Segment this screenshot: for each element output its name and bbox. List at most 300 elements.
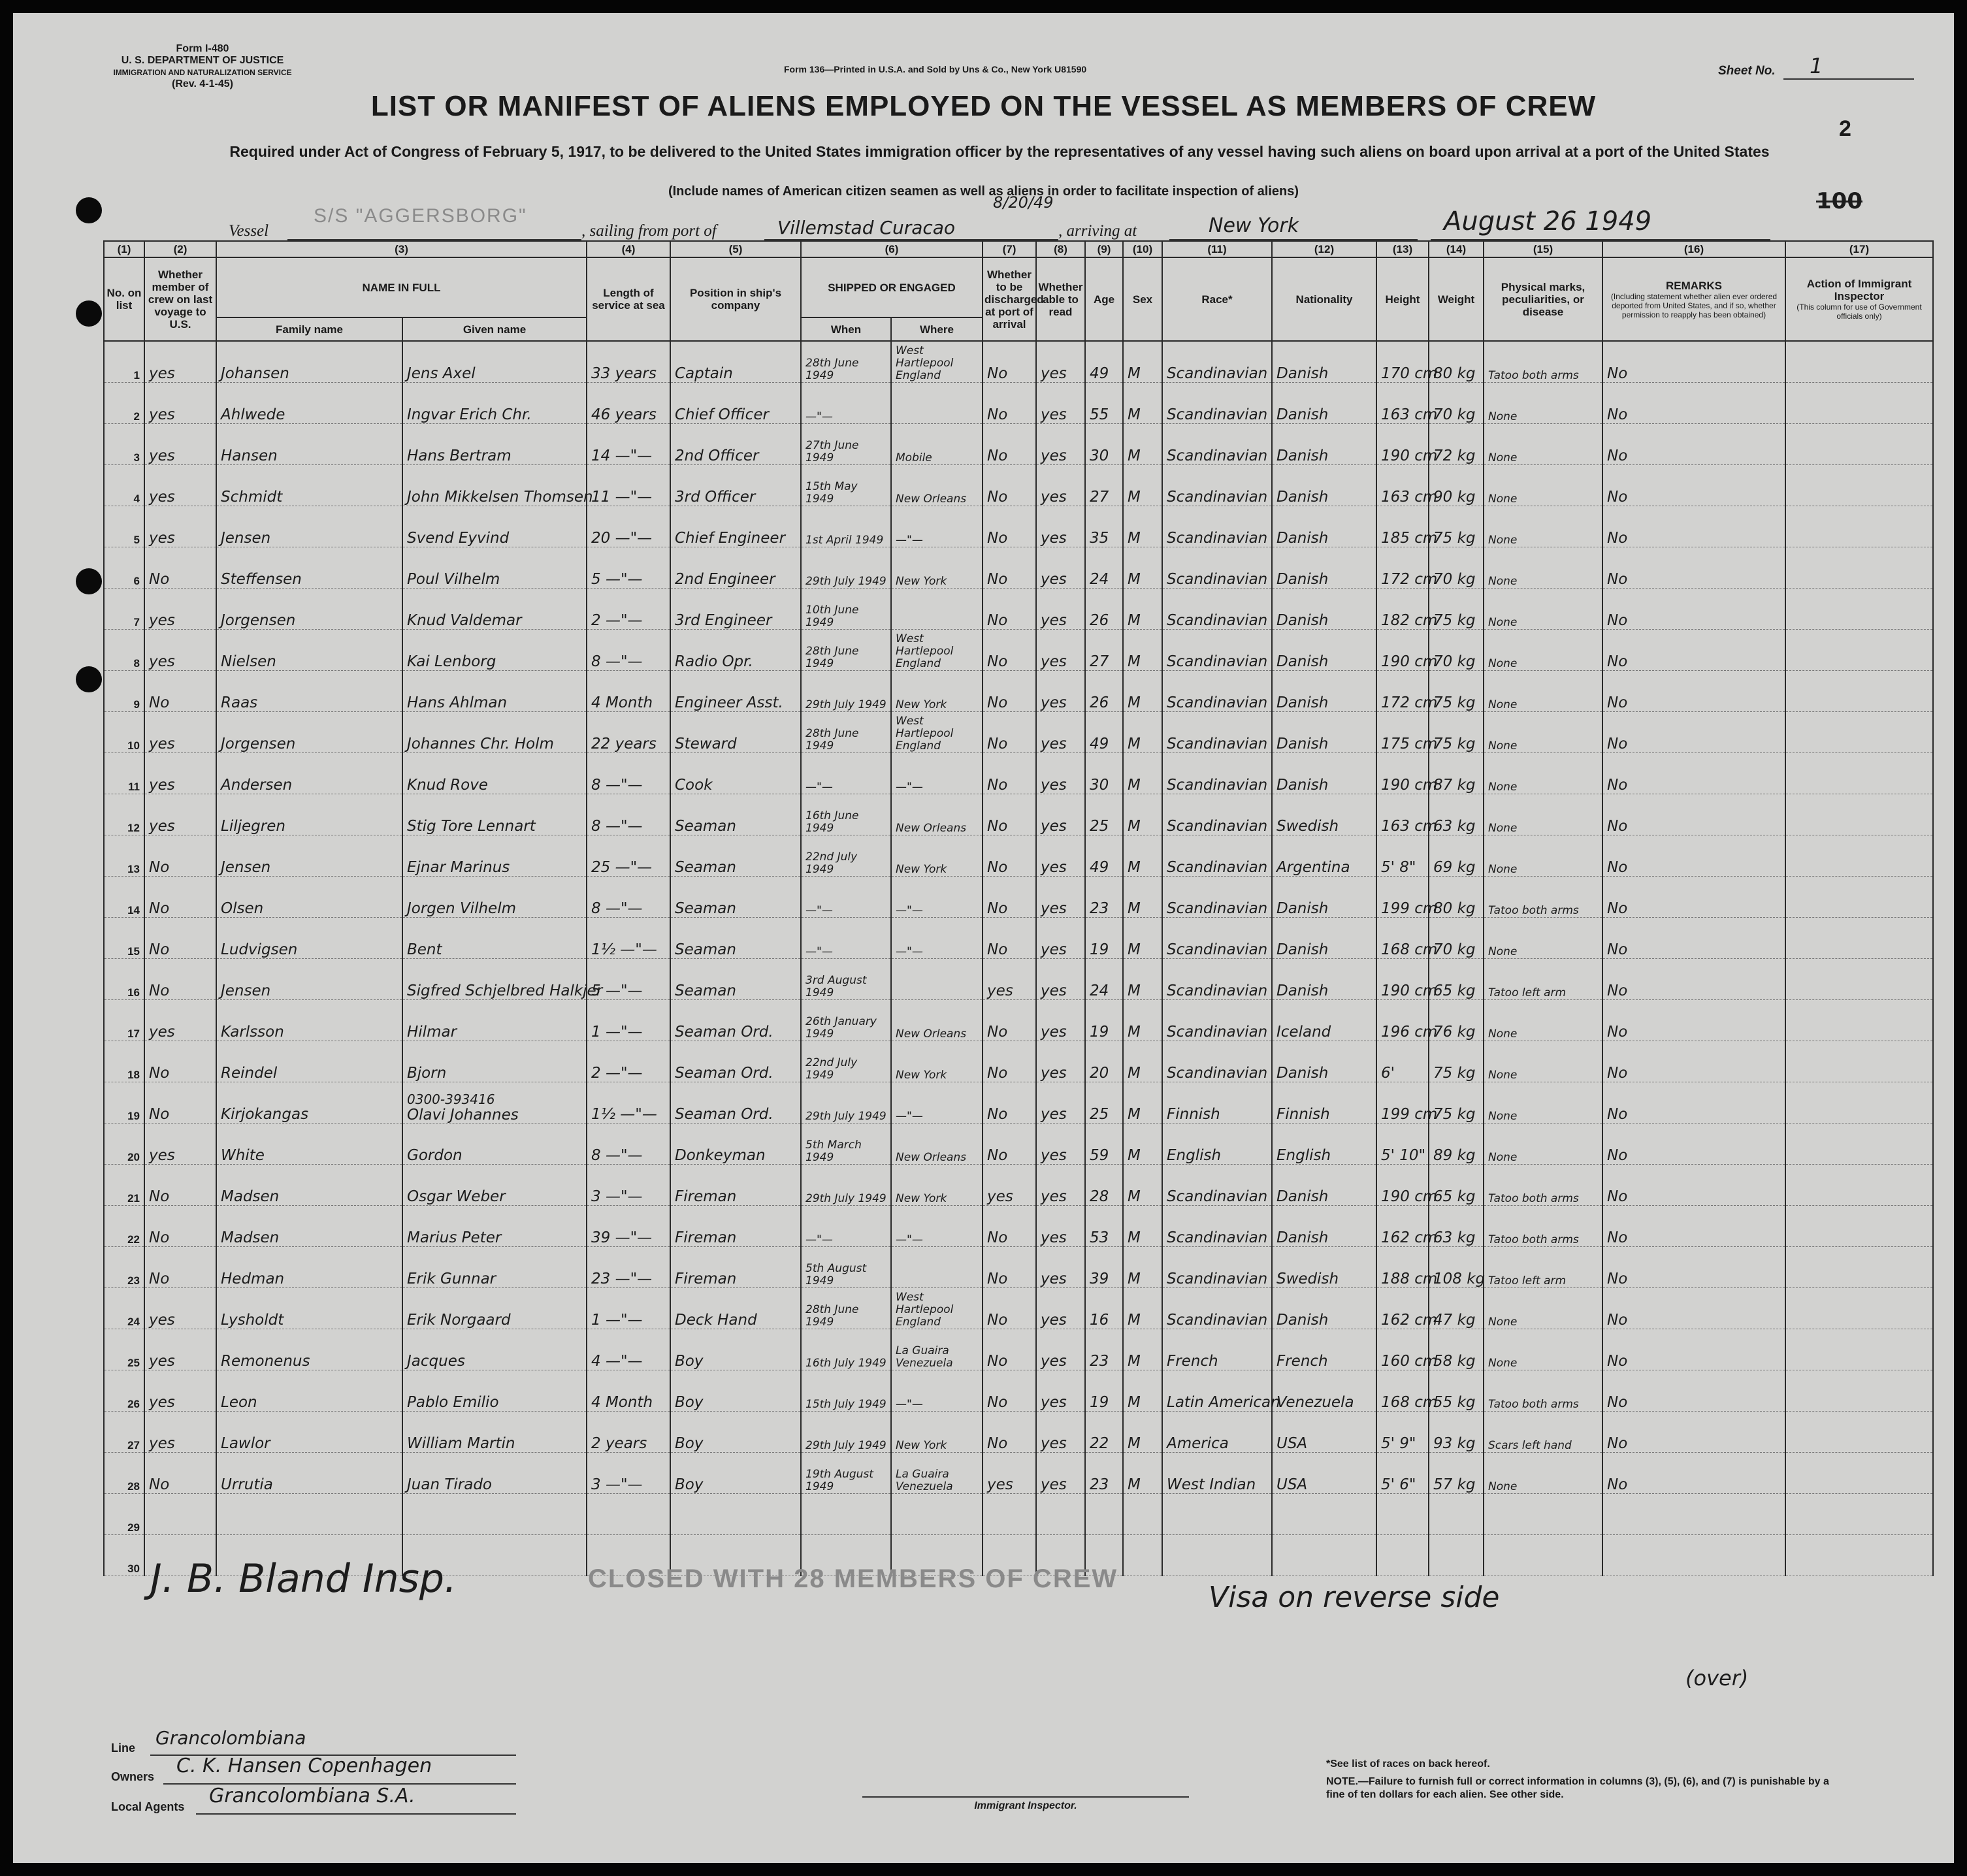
- punch-hole: [76, 666, 102, 692]
- last-voyage-cell: No: [144, 1165, 216, 1206]
- family-name-cell: Ahlwede: [216, 383, 402, 424]
- height-cell: 5' 10": [1376, 1124, 1429, 1165]
- weight-cell: 75 kg: [1429, 671, 1484, 712]
- row-number-cell: 20: [104, 1124, 144, 1165]
- inspector-action-cell: [1785, 1000, 1933, 1041]
- discharge-cell: No: [983, 835, 1036, 877]
- row-number-cell: 5: [104, 506, 144, 547]
- nationality-cell: Swedish: [1272, 794, 1376, 835]
- row-number-cell: 10: [104, 712, 144, 753]
- family-name-cell: Remonenus: [216, 1329, 402, 1370]
- vessel-label: Vessel: [229, 222, 269, 240]
- last-voyage-cell: yes: [144, 506, 216, 547]
- nationality-cell: Danish: [1272, 589, 1376, 630]
- position-cell: Boy: [670, 1370, 801, 1412]
- shipped-where-cell: West Hartlepool England: [891, 1288, 983, 1329]
- physical-marks-cell: None: [1484, 589, 1602, 630]
- race-cell: Scandinavian: [1162, 465, 1272, 506]
- age-cell: 22: [1085, 1412, 1123, 1453]
- race-cell: Scandinavian: [1162, 918, 1272, 959]
- row-number-cell: 25: [104, 1329, 144, 1370]
- discharge-cell: yes: [983, 1453, 1036, 1494]
- shipped-where-cell: [891, 959, 983, 1000]
- table-row: [104, 671, 1933, 712]
- family-name-cell: Olsen: [216, 877, 402, 918]
- weight-cell: 70 kg: [1429, 918, 1484, 959]
- position-cell: Radio Opr.: [670, 630, 801, 671]
- row-number-cell: 8: [104, 630, 144, 671]
- inspector-action-cell: [1785, 1082, 1933, 1124]
- remarks-cell: No: [1602, 794, 1785, 835]
- inspector-action-cell: [1785, 918, 1933, 959]
- discharge-cell: No: [983, 1082, 1036, 1124]
- position-cell: Cook: [670, 753, 801, 794]
- discharge-cell: No: [983, 918, 1036, 959]
- row-number-cell: 18: [104, 1041, 144, 1082]
- race-cell: Scandinavian: [1162, 753, 1272, 794]
- crew-table: [103, 240, 1934, 1576]
- punch-hole: [76, 568, 102, 594]
- given-name-cell: Poul Vilhelm: [402, 547, 587, 589]
- col-num: (16): [1602, 241, 1785, 257]
- shipped-when-cell: 28th June 1949: [801, 341, 891, 383]
- discharge-cell: No: [983, 1124, 1036, 1165]
- remarks-cell: No: [1602, 589, 1785, 630]
- sex-cell: M: [1123, 506, 1162, 547]
- row-number-cell: 27: [104, 1412, 144, 1453]
- family-name-cell: Leon: [216, 1370, 402, 1412]
- sex-cell: M: [1123, 959, 1162, 1000]
- service-length-cell: 4 Month: [587, 1370, 670, 1412]
- row-number-cell: 14: [104, 877, 144, 918]
- race-cell: Scandinavian: [1162, 1000, 1272, 1041]
- sex-cell: M: [1123, 1124, 1162, 1165]
- sex-cell: M: [1123, 547, 1162, 589]
- nationality-cell: Danish: [1272, 712, 1376, 753]
- position-cell: Seaman Ord.: [670, 1000, 801, 1041]
- remarks-cell: No: [1602, 1000, 1785, 1041]
- given-name-cell: Svend Eyvind: [402, 506, 587, 547]
- age-cell: 55: [1085, 383, 1123, 424]
- height-cell: 162 cm: [1376, 1288, 1429, 1329]
- inspector-action-cell: [1785, 1247, 1933, 1288]
- remarks-cell: No: [1602, 1124, 1785, 1165]
- age-cell: 19: [1085, 1000, 1123, 1041]
- service-length-cell: 1 —"—: [587, 1288, 670, 1329]
- family-name-cell: Hedman: [216, 1247, 402, 1288]
- able-read-cell: yes: [1036, 1370, 1085, 1412]
- remarks-cell: No: [1602, 1165, 1785, 1206]
- discharge-cell: No: [983, 1000, 1036, 1041]
- weight-cell: 69 kg: [1429, 835, 1484, 877]
- inspector-action-cell: [1785, 424, 1933, 465]
- shipped-where-cell: —"—: [891, 753, 983, 794]
- nationality-cell: Swedish: [1272, 1247, 1376, 1288]
- family-name-cell: Steffensen: [216, 547, 402, 589]
- last-voyage-cell: yes: [144, 1288, 216, 1329]
- family-name-cell: Madsen: [216, 1165, 402, 1206]
- family-name-cell: Jorgensen: [216, 589, 402, 630]
- table-row: [104, 959, 1933, 1000]
- column-label-row: [104, 257, 1933, 317]
- family-name-cell: Ludvigsen: [216, 918, 402, 959]
- family-name-cell: Lysholdt: [216, 1288, 402, 1329]
- age-cell: 49: [1085, 712, 1123, 753]
- weight-cell: 57 kg: [1429, 1453, 1484, 1494]
- height-cell: 182 cm: [1376, 589, 1429, 630]
- inspector-action-cell: [1785, 671, 1933, 712]
- col-num: (5): [670, 241, 801, 257]
- empty-cell: [1123, 1535, 1162, 1576]
- inspector-action-cell: [1785, 959, 1933, 1000]
- remarks-cell: No: [1602, 877, 1785, 918]
- owners-label: Owners: [111, 1770, 155, 1783]
- family-name-cell: Jensen: [216, 506, 402, 547]
- inspector-action-cell: [1785, 589, 1933, 630]
- sex-cell: M: [1123, 877, 1162, 918]
- height-cell: 172 cm: [1376, 671, 1429, 712]
- service-length-cell: 25 —"—: [587, 835, 670, 877]
- remarks-cell: No: [1602, 671, 1785, 712]
- shipped-where-cell: —"—: [891, 1206, 983, 1247]
- service-length-cell: 2 —"—: [587, 1041, 670, 1082]
- weight-cell: 75 kg: [1429, 1082, 1484, 1124]
- height-cell: 190 cm: [1376, 630, 1429, 671]
- position-cell: Deck Hand: [670, 1288, 801, 1329]
- height-cell: 196 cm: [1376, 1000, 1429, 1041]
- discharge-cell: No: [983, 383, 1036, 424]
- service-length-cell: 1½ —"—: [587, 918, 670, 959]
- header-shipped-engaged: SHIPPED OR ENGAGED: [801, 257, 983, 317]
- sex-cell: M: [1123, 671, 1162, 712]
- physical-marks-cell: Tatoo both arms: [1484, 1370, 1602, 1412]
- row-number-cell: 1: [104, 341, 144, 383]
- able-read-cell: yes: [1036, 589, 1085, 630]
- race-cell: Scandinavian: [1162, 506, 1272, 547]
- shipped-where-cell: New York: [891, 671, 983, 712]
- last-voyage-cell: yes: [144, 341, 216, 383]
- row-number-cell: 7: [104, 589, 144, 630]
- inspector-line: [862, 1796, 1189, 1798]
- inspector-action-cell: [1785, 465, 1933, 506]
- physical-marks-cell: Scars left hand: [1484, 1412, 1602, 1453]
- shipped-where-cell: New York: [891, 1165, 983, 1206]
- position-cell: Fireman: [670, 1206, 801, 1247]
- age-cell: 25: [1085, 794, 1123, 835]
- family-name-cell: Jorgensen: [216, 712, 402, 753]
- col-num: (12): [1272, 241, 1376, 257]
- height-cell: 163 cm: [1376, 794, 1429, 835]
- shipped-where-cell: New York: [891, 1041, 983, 1082]
- empty-cell: [1162, 1535, 1272, 1576]
- race-cell: Scandinavian: [1162, 712, 1272, 753]
- service-length-cell: 2 years: [587, 1412, 670, 1453]
- line-value: Grancolombiana: [155, 1727, 306, 1749]
- nationality-cell: Iceland: [1272, 1000, 1376, 1041]
- table-row: [104, 835, 1933, 877]
- service-length-cell: 3 —"—: [587, 1453, 670, 1494]
- able-read-cell: yes: [1036, 424, 1085, 465]
- crossed-number: 100: [1816, 188, 1862, 214]
- age-cell: 39: [1085, 1247, 1123, 1288]
- shipped-when-cell: 29th July 1949: [801, 547, 891, 589]
- race-cell: Scandinavian: [1162, 589, 1272, 630]
- weight-cell: 65 kg: [1429, 1165, 1484, 1206]
- discharge-cell: No: [983, 1288, 1036, 1329]
- remarks-subnote: (Including statement whether alien ever ordered deported from United States, and if so, whether permission to reapply has been obtained): [1610, 291, 1778, 319]
- race-cell: Finnish: [1162, 1082, 1272, 1124]
- given-name-cell: Juan Tirado: [402, 1453, 587, 1494]
- nationality-cell: Danish: [1272, 1206, 1376, 1247]
- row-number-cell: 28: [104, 1453, 144, 1494]
- nationality-cell: Danish: [1272, 383, 1376, 424]
- age-cell: 23: [1085, 1329, 1123, 1370]
- remarks-cell: No: [1602, 1453, 1785, 1494]
- remarks-cell: No: [1602, 1329, 1785, 1370]
- row-number-cell: 23: [104, 1247, 144, 1288]
- nationality-cell: French: [1272, 1329, 1376, 1370]
- row-number-cell: 12: [104, 794, 144, 835]
- position-cell: Fireman: [670, 1247, 801, 1288]
- given-name-cell: Hans Ahlman: [402, 671, 587, 712]
- age-cell: 25: [1085, 1082, 1123, 1124]
- nationality-cell: Danish: [1272, 547, 1376, 589]
- service-length-cell: 1½ —"—: [587, 1082, 670, 1124]
- row-number-cell: 21: [104, 1165, 144, 1206]
- family-name-cell: Schmidt: [216, 465, 402, 506]
- remarks-cell: No: [1602, 1412, 1785, 1453]
- shipped-when-cell: 29th July 1949: [801, 671, 891, 712]
- inspector-action-cell: [1785, 547, 1933, 589]
- crew-table-body: [104, 341, 1933, 1576]
- service-length-cell: 20 —"—: [587, 506, 670, 547]
- family-name-cell: Jensen: [216, 959, 402, 1000]
- given-name-cell: Ejnar Marinus: [402, 835, 587, 877]
- height-cell: 168 cm: [1376, 918, 1429, 959]
- age-cell: 27: [1085, 465, 1123, 506]
- race-cell: Scandinavian: [1162, 1165, 1272, 1206]
- family-name-cell: Kirjokangas: [216, 1082, 402, 1124]
- table-row: [104, 1082, 1933, 1124]
- given-name-cell: Jens Axel: [402, 341, 587, 383]
- physical-marks-cell: None: [1484, 753, 1602, 794]
- race-cell: Scandinavian: [1162, 835, 1272, 877]
- age-cell: 53: [1085, 1206, 1123, 1247]
- family-name-cell: Liljegren: [216, 794, 402, 835]
- col-num: (13): [1376, 241, 1429, 257]
- col-num: (2): [144, 241, 216, 257]
- shipped-where-cell: Mobile: [891, 424, 983, 465]
- position-cell: Captain: [670, 341, 801, 383]
- col-num: (8): [1036, 241, 1085, 257]
- height-cell: 190 cm: [1376, 1165, 1429, 1206]
- instruction-note: (Include names of American citizen seamen as well as aliens in order to facilitate inspection of aliens): [668, 184, 1299, 199]
- height-cell: 5' 9": [1376, 1412, 1429, 1453]
- discharge-cell: No: [983, 1206, 1036, 1247]
- col-num: (1): [104, 241, 144, 257]
- service-length-cell: 3 —"—: [587, 1165, 670, 1206]
- weight-cell: 58 kg: [1429, 1329, 1484, 1370]
- position-cell: Seaman: [670, 918, 801, 959]
- able-read-cell: yes: [1036, 1329, 1085, 1370]
- remarks-cell: No: [1602, 835, 1785, 877]
- last-voyage-cell: No: [144, 959, 216, 1000]
- family-name-cell: Karlsson: [216, 1000, 402, 1041]
- given-name-cell: Erik Gunnar: [402, 1247, 587, 1288]
- given-name-text: Olavi Johannes: [407, 1107, 519, 1124]
- col-num: (15): [1484, 241, 1602, 257]
- shipped-where-cell: —"—: [891, 877, 983, 918]
- shipped-when-cell: 16th July 1949: [801, 1329, 891, 1370]
- family-name-cell: Lawlor: [216, 1412, 402, 1453]
- discharge-cell: No: [983, 1329, 1036, 1370]
- service-length-cell: 14 —"—: [587, 424, 670, 465]
- inspector-action-cell: [1785, 1412, 1933, 1453]
- height-cell: 163 cm: [1376, 465, 1429, 506]
- given-name-cell: Knud Valdemar: [402, 589, 587, 630]
- nationality-cell: Danish: [1272, 877, 1376, 918]
- race-cell: Scandinavian: [1162, 630, 1272, 671]
- shipped-where-cell: New Orleans: [891, 794, 983, 835]
- given-name-cell: John Mikkelsen Thomsen: [402, 465, 587, 506]
- weight-cell: 72 kg: [1429, 424, 1484, 465]
- nationality-cell: Danish: [1272, 424, 1376, 465]
- sex-cell: M: [1123, 712, 1162, 753]
- inspector-label: Immigrant Inspector.: [974, 1800, 1077, 1811]
- given-name-cell: Sigfred Schjelbred Halkjer: [402, 959, 587, 1000]
- position-cell: Steward: [670, 712, 801, 753]
- empty-cell: [1484, 1535, 1602, 1576]
- race-cell: Scandinavian: [1162, 547, 1272, 589]
- physical-marks-cell: None: [1484, 918, 1602, 959]
- sheet-no-line: [1783, 78, 1914, 80]
- header-name-in-full: NAME IN FULL: [216, 257, 587, 317]
- weight-cell: 80 kg: [1429, 877, 1484, 918]
- position-cell: Chief Engineer: [670, 506, 801, 547]
- shipped-where-cell: [891, 589, 983, 630]
- service-length-cell: 8 —"—: [587, 877, 670, 918]
- weight-cell: 90 kg: [1429, 465, 1484, 506]
- position-cell: Boy: [670, 1453, 801, 1494]
- printer-note: Form 136—Printed in U.S.A. and Sold by Uns & Co., New York U81590: [784, 64, 1087, 74]
- empty-cell: [1785, 1494, 1933, 1535]
- race-cell: Scandinavian: [1162, 383, 1272, 424]
- header-given-name: Given name: [402, 317, 587, 341]
- nationality-cell: Danish: [1272, 341, 1376, 383]
- nationality-cell: Danish: [1272, 1288, 1376, 1329]
- height-cell: 185 cm: [1376, 506, 1429, 547]
- empty-cell: [1785, 1535, 1933, 1576]
- inspector-action-cell: [1785, 1288, 1933, 1329]
- last-voyage-cell: yes: [144, 630, 216, 671]
- given-name-cell: Kai Lenborg: [402, 630, 587, 671]
- given-name-cell: Johannes Chr. Holm: [402, 712, 587, 753]
- owners-value: C. K. Hansen Copenhagen: [176, 1755, 432, 1777]
- position-cell: 3rd Officer: [670, 465, 801, 506]
- row-number-cell: 16: [104, 959, 144, 1000]
- empty-cell: [1602, 1535, 1785, 1576]
- given-name-cell: Gordon: [402, 1124, 587, 1165]
- sheet-number: 1: [1810, 54, 1823, 78]
- sex-cell: M: [1123, 1453, 1162, 1494]
- col-num: (17): [1785, 241, 1933, 257]
- page-mark: 2: [1839, 116, 1851, 141]
- shipped-when-cell: 28th June 1949: [801, 630, 891, 671]
- table-row: [104, 589, 1933, 630]
- inspector-title: Action of Immigrant Inspector: [1806, 278, 1912, 302]
- act-subtitle: Required under Act of Congress of February 5, 1917, to be delivered to the United States immigration officer by the representatives of any vessel having such aliens on board upon arrival at a port of the United States: [229, 143, 1770, 160]
- inspector-action-cell: [1785, 506, 1933, 547]
- punch-hole: [76, 197, 102, 223]
- sex-cell: M: [1123, 1370, 1162, 1412]
- shipped-when-cell: 5th August 1949: [801, 1247, 891, 1288]
- shipped-when-cell: —"—: [801, 753, 891, 794]
- race-cell: Scandinavian: [1162, 341, 1272, 383]
- shipped-when-cell: 29th July 1949: [801, 1412, 891, 1453]
- table-row: [104, 1247, 1933, 1288]
- header-position: Position in ship's company: [670, 257, 801, 341]
- last-voyage-cell: No: [144, 547, 216, 589]
- table-row: [104, 630, 1933, 671]
- shipped-when-cell: 15th May 1949: [801, 465, 891, 506]
- service-length-cell: 4 —"—: [587, 1329, 670, 1370]
- able-read-cell: yes: [1036, 465, 1085, 506]
- able-read-cell: yes: [1036, 918, 1085, 959]
- age-cell: 30: [1085, 424, 1123, 465]
- nationality-cell: English: [1272, 1124, 1376, 1165]
- given-name-cell: William Martin: [402, 1412, 587, 1453]
- physical-marks-cell: None: [1484, 1453, 1602, 1494]
- table-row: [104, 1370, 1933, 1412]
- weight-cell: 75 kg: [1429, 1041, 1484, 1082]
- position-cell: 3rd Engineer: [670, 589, 801, 630]
- age-cell: 26: [1085, 589, 1123, 630]
- discharge-cell: No: [983, 877, 1036, 918]
- remarks-cell: No: [1602, 1206, 1785, 1247]
- height-cell: 160 cm: [1376, 1329, 1429, 1370]
- shipped-when-cell: 26th January 1949: [801, 1000, 891, 1041]
- table-row: [104, 424, 1933, 465]
- age-cell: 16: [1085, 1288, 1123, 1329]
- nationality-cell: Danish: [1272, 1165, 1376, 1206]
- height-cell: 190 cm: [1376, 959, 1429, 1000]
- given-name-cell: Jacques: [402, 1329, 587, 1370]
- table-row: [104, 1124, 1933, 1165]
- discharge-cell: No: [983, 589, 1036, 630]
- arriving-label: , arriving at: [1058, 222, 1137, 240]
- shipped-where-cell: New Orleans: [891, 1000, 983, 1041]
- nationality-cell: Danish: [1272, 1041, 1376, 1082]
- empty-cell: [402, 1494, 587, 1535]
- visa-note: Visa on reverse side: [1209, 1581, 1500, 1614]
- header-able-read: Whether able to read: [1036, 257, 1085, 341]
- nationality-cell: Danish: [1272, 465, 1376, 506]
- shipped-when-cell: —"—: [801, 918, 891, 959]
- empty-cell: [1272, 1494, 1376, 1535]
- vessel-name: S/S "AGGERSBORG": [314, 205, 527, 227]
- sex-cell: M: [1123, 1412, 1162, 1453]
- physical-marks-cell: Tatoo left arm: [1484, 959, 1602, 1000]
- table-row: [104, 1453, 1933, 1494]
- sex-cell: M: [1123, 1329, 1162, 1370]
- service-length-cell: 8 —"—: [587, 753, 670, 794]
- remarks-cell: No: [1602, 1082, 1785, 1124]
- shipped-when-cell: —"—: [801, 877, 891, 918]
- discharge-cell: No: [983, 671, 1036, 712]
- family-name-cell: Jensen: [216, 835, 402, 877]
- shipped-where-cell: —"—: [891, 918, 983, 959]
- position-cell: Fireman: [670, 1165, 801, 1206]
